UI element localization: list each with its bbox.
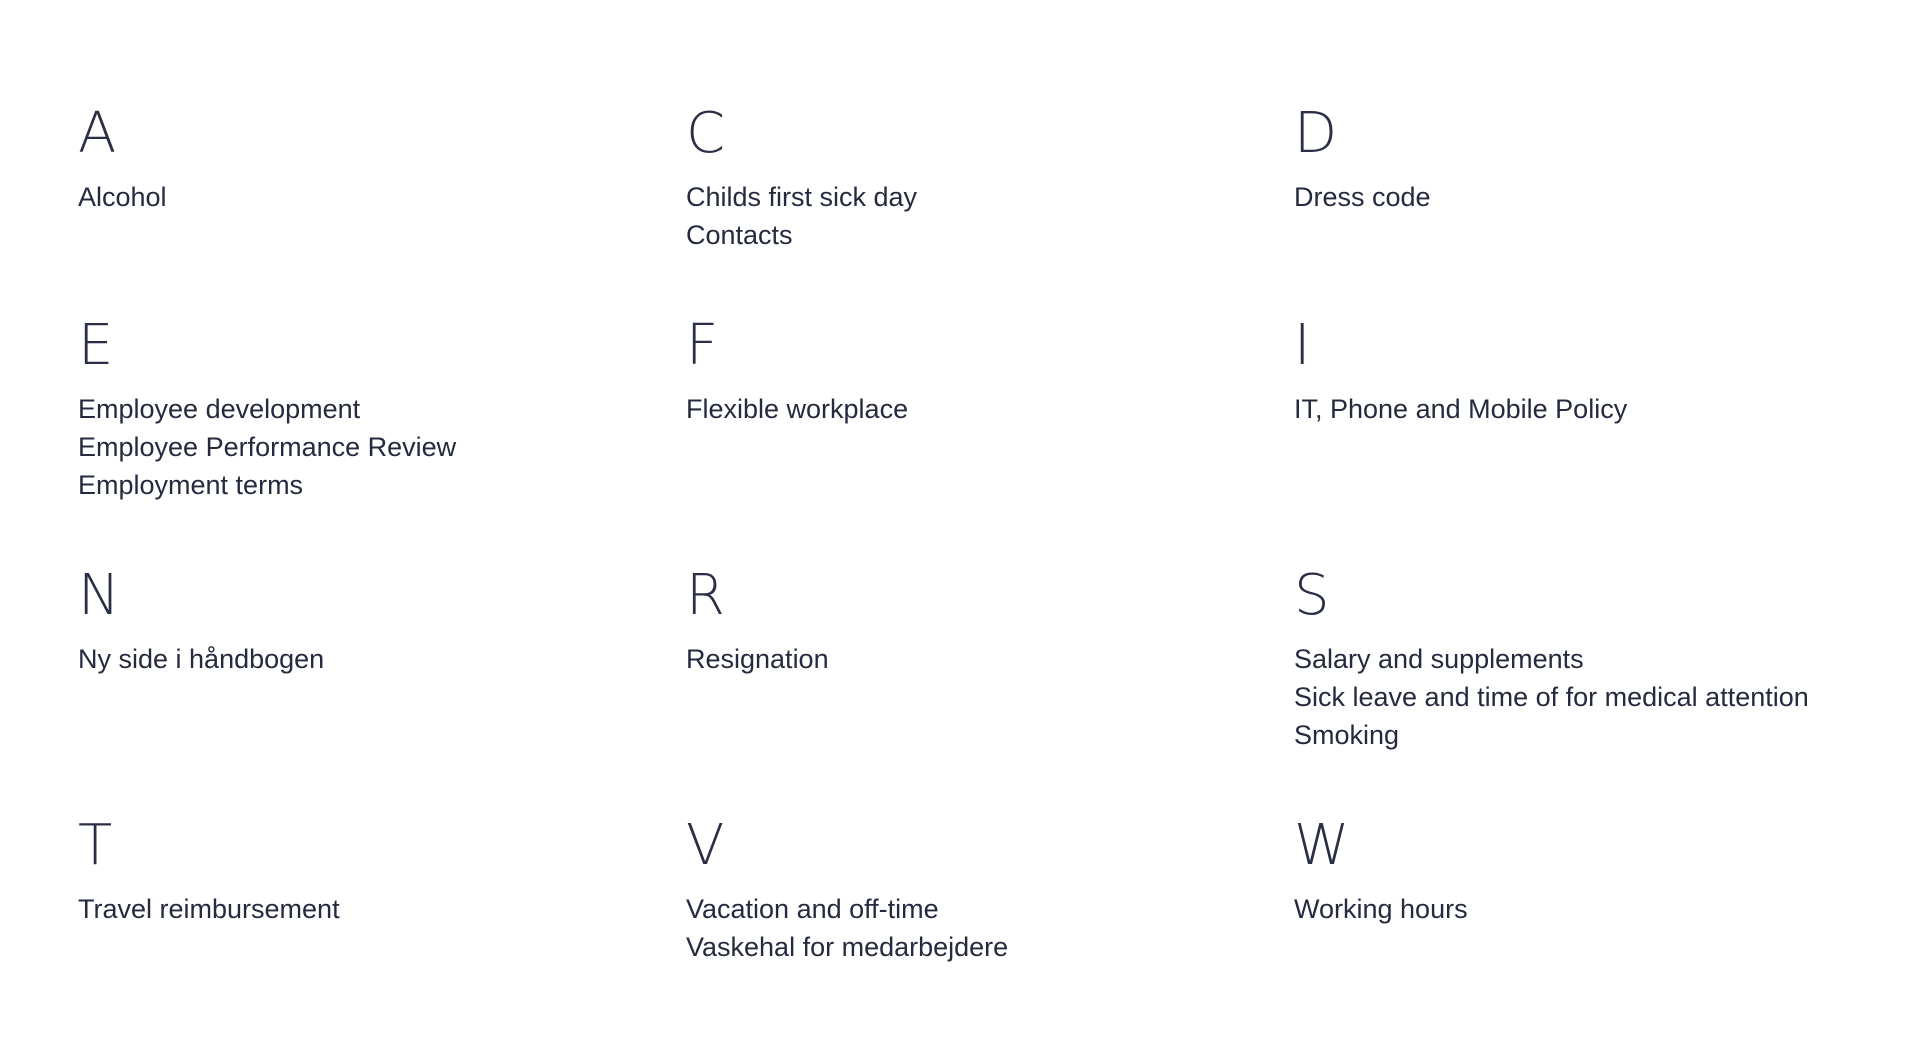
- page-link-alcohol[interactable]: Alcohol: [78, 182, 167, 212]
- letter-heading: F: [686, 313, 719, 378]
- page-list: [686, 890, 1274, 966]
- page-link-childs-first-sick-day[interactable]: Childs first sick day: [686, 182, 918, 212]
- page-link-smoking[interactable]: Smoking: [1294, 720, 1400, 750]
- letter-heading: I: [1294, 313, 1311, 378]
- page-link-flexible-workplace[interactable]: Flexible workplace: [686, 394, 909, 424]
- page-link-working-hours[interactable]: Working hours: [1294, 894, 1468, 924]
- letter-group-f: [686, 314, 1294, 564]
- page-list: [1294, 890, 1882, 928]
- letter-heading: D: [1294, 101, 1338, 166]
- letter-heading: R: [686, 563, 725, 628]
- letter-group-s: [1294, 564, 1902, 814]
- page-list: [1294, 178, 1882, 216]
- letter-heading: E: [78, 313, 114, 378]
- page-list: [78, 390, 666, 504]
- page-list: [1294, 390, 1882, 428]
- letter-heading: V: [686, 813, 725, 878]
- page-link-sick-leave[interactable]: Sick leave and time of for medical attention: [1294, 682, 1809, 712]
- page-link-employee-development[interactable]: Employee development: [78, 394, 361, 424]
- page-list: [1294, 640, 1882, 754]
- letter-group-w: [1294, 814, 1902, 1014]
- letter-heading: A: [78, 101, 117, 166]
- page-link-employment-terms[interactable]: Employment terms: [78, 470, 304, 500]
- page-list: [78, 640, 666, 678]
- letter-group-a: [78, 102, 686, 314]
- page-list: [686, 178, 1274, 254]
- page-link-it-phone-mobile-policy[interactable]: IT, Phone and Mobile Policy: [1294, 394, 1628, 424]
- letter-group-e: [78, 314, 686, 564]
- page-link-vacation-and-off-time[interactable]: Vacation and off-time: [686, 894, 939, 924]
- letter-group-d: [1294, 102, 1902, 314]
- page-link-resignation[interactable]: Resignation: [686, 644, 829, 674]
- letter-heading: N: [78, 563, 120, 628]
- letter-heading: T: [78, 813, 113, 878]
- page-link-travel-reimbursement[interactable]: Travel reimbursement: [78, 894, 340, 924]
- page-link-contacts[interactable]: Contacts: [686, 220, 793, 250]
- letter-group-r: [686, 564, 1294, 814]
- letter-heading: W: [1294, 813, 1350, 878]
- alphabetical-index: [78, 102, 1902, 1014]
- letter-group-v: [686, 814, 1294, 1014]
- letter-heading: C: [686, 101, 726, 166]
- letter-heading: S: [1294, 563, 1330, 628]
- letter-group-c: [686, 102, 1294, 314]
- page-list: [686, 640, 1274, 678]
- page-link-employee-performance-review[interactable]: Employee Performance Review: [78, 432, 457, 462]
- letter-group-i: [1294, 314, 1902, 564]
- page-list: [78, 890, 666, 928]
- letter-group-t: [78, 814, 686, 1014]
- page-link-ny-side-i-handbogen[interactable]: Ny side i håndbogen: [78, 644, 325, 674]
- letter-group-n: [78, 564, 686, 814]
- page-link-vaskehal-for-medarbejdere[interactable]: Vaskehal for medarbejdere: [686, 932, 1009, 962]
- page-link-salary-and-supplements[interactable]: Salary and supplements: [1294, 644, 1584, 674]
- page-list: [686, 390, 1274, 428]
- page-list: [78, 178, 666, 216]
- page-link-dress-code[interactable]: Dress code: [1294, 182, 1431, 212]
